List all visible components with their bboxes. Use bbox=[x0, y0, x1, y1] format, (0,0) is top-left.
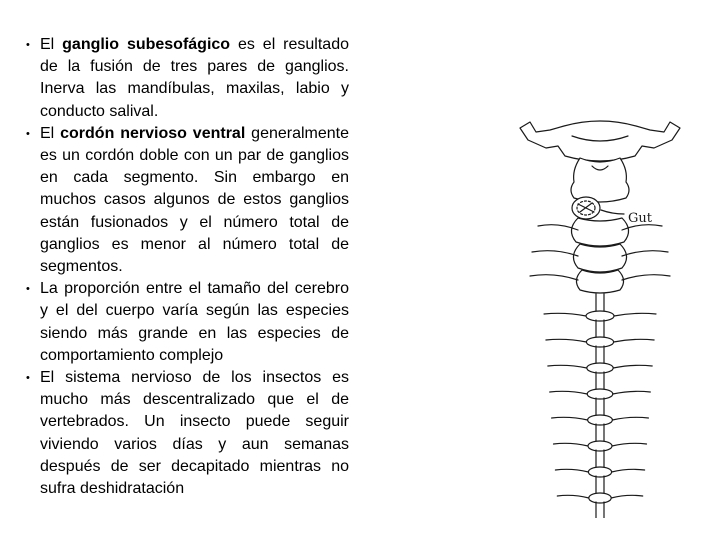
nerve-cord-drawing bbox=[520, 121, 680, 518]
lateral-nerve bbox=[530, 275, 578, 280]
bullet-text: es el resultado de la fusión de tres pares de ganglios. Inerva las mandíbulas, maxilas, labio y conducto salival. bbox=[40, 36, 349, 120]
abdominal-ganglion bbox=[587, 389, 613, 399]
gut-label: Gut bbox=[628, 211, 652, 226]
lateral-nerve bbox=[613, 365, 652, 368]
thoracic-ganglion-1 bbox=[571, 218, 628, 246]
lateral-nerve bbox=[614, 313, 656, 316]
lateral-nerve bbox=[622, 251, 668, 256]
lateral-nerve bbox=[612, 443, 647, 446]
gut-pointer bbox=[601, 210, 624, 214]
bullet-term: ganglio subesofágico bbox=[62, 36, 231, 53]
abdominal-ganglion bbox=[586, 311, 614, 321]
lateral-nerve bbox=[614, 339, 655, 342]
bullet-subesophageal-ganglion bbox=[40, 34, 349, 123]
abdominal-ganglion bbox=[586, 337, 613, 347]
subesophageal-ganglion bbox=[571, 158, 629, 202]
lateral-nerve bbox=[554, 443, 589, 446]
lateral-nerve bbox=[613, 391, 651, 394]
lateral-nerve bbox=[622, 275, 670, 280]
thoracic-ganglion-2 bbox=[573, 244, 626, 272]
bullet-decentralized-nervous-system bbox=[40, 367, 349, 500]
lateral-nerve bbox=[557, 495, 589, 498]
abdominal-ganglion bbox=[588, 467, 611, 477]
bullet-ventral-nerve-cord bbox=[40, 123, 349, 278]
lateral-nerve bbox=[532, 251, 578, 256]
lateral-nerve bbox=[612, 469, 645, 472]
lateral-nerve bbox=[555, 469, 588, 472]
abdominal-ganglion bbox=[588, 441, 612, 451]
abdominal-ganglion bbox=[587, 363, 613, 373]
lateral-nerve bbox=[548, 365, 587, 368]
bullet-text: La proporción entre el tamaño del cerebro y el del cuerpo varía según las especies siendo más grande en las especies de comportamiento complejo bbox=[40, 280, 349, 364]
lateral-nerve bbox=[611, 495, 643, 498]
bullet-text-pre: El bbox=[40, 36, 63, 53]
lateral-nerve bbox=[544, 313, 586, 316]
abdominal-ganglion bbox=[588, 415, 613, 425]
bullet-text: generalmente es un cordón doble con un par de ganglios en cada segmento. Sin embargo en muchos casos algunos de estos ganglios están fusionados y el número total de ganglios es menor al número total de segmentos. bbox=[40, 124, 350, 276]
insect-nervous-system-diagram bbox=[500, 118, 710, 518]
lateral-nerve bbox=[550, 391, 588, 394]
lateral-nerve bbox=[546, 339, 587, 342]
bullet-text: El sistema nervioso de los insectos es mucho más descentralizado que el de vertebrados. Un insecto puede seguir viviendo varios días y aun semanas después de ser decapitado mientras no sufra deshidratación bbox=[40, 369, 349, 498]
thoracic-ganglion-3 bbox=[576, 270, 623, 293]
lateral-nerve bbox=[612, 417, 648, 420]
bullet-term: cordón nervioso ventral bbox=[60, 124, 246, 142]
bullet-brain-body-ratio bbox=[40, 278, 349, 367]
lateral-nerve bbox=[552, 417, 588, 420]
bullet-text-pre: El bbox=[40, 124, 61, 142]
bullet-list bbox=[40, 34, 349, 500]
abdominal-ganglion bbox=[589, 493, 611, 503]
